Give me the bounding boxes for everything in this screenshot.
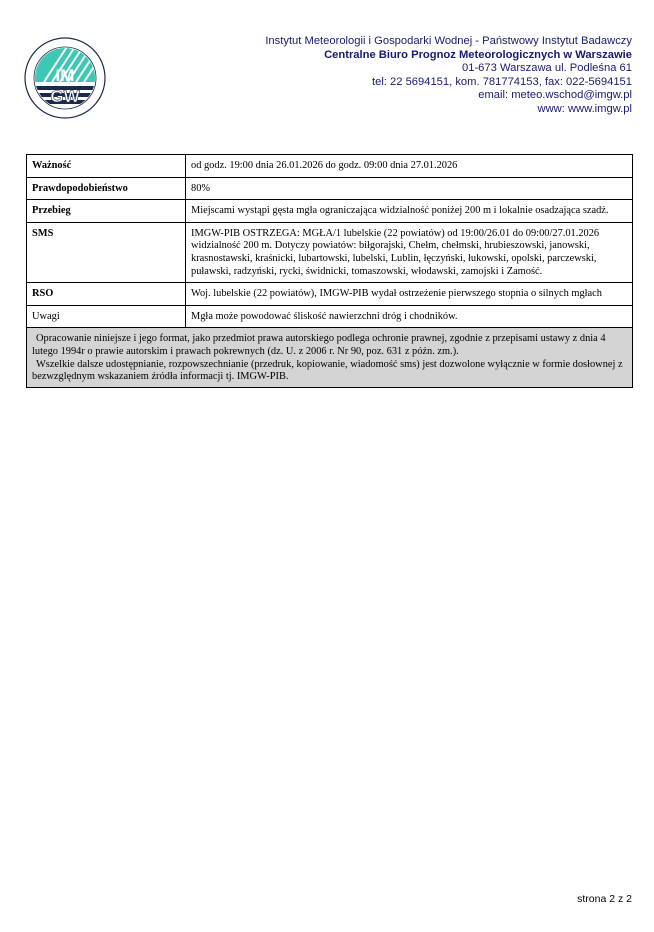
table-row (27, 200, 633, 223)
table-row (27, 283, 633, 306)
phone: tel: 22 5694151, kom. 781774153, fax: 022-5694151 (371, 75, 632, 88)
warning-table (26, 154, 633, 388)
row-label: RSO (27, 283, 186, 306)
table-row (27, 305, 633, 328)
copyright-notice (27, 328, 633, 387)
copyright-paragraph: Wszelkie dalsze udostępnianie, rozpowszechnianie (przedruk, kopiowanie, wiadomość sms) jest dozwolone wyłącznie w formie dosłownej z bezwzględnym wskazaniem źródła informacji tj. IMGW-PIB. (32, 358, 623, 383)
svg-text:IM: IM (55, 66, 75, 85)
row-value: Mgła może powodować śliskość nawierzchni dróg i chodników. (186, 305, 633, 328)
table-row (27, 222, 633, 282)
row-label: Ważność (27, 155, 186, 178)
institute-name: Instytut Meteorologii i Gospodarki Wodnej - Państwowy Instytut Badawczy (265, 35, 632, 47)
imgw-logo (24, 36, 106, 120)
bureau-name: Centralne Biuro Prognoz Meteorologicznych w Warszawie (324, 48, 632, 61)
row-value: 80% (186, 177, 633, 200)
svg-text:GW: GW (50, 87, 80, 106)
row-label: SMS (27, 222, 186, 282)
page-number: strona 2 z 2 (577, 893, 632, 905)
row-value: Woj. lubelskie (22 powiatów), IMGW-PIB wydał ostrzeżenie pierwszego stopnia o silnych mgłach (186, 283, 633, 306)
row-label: Uwagi (27, 305, 186, 328)
row-value: IMGW-PIB OSTRZEGA: MGŁA/1 lubelskie (22 powiatów) od 19:00/26.01 do 09:00/27.01.2026 widzialność 200 m. Dotyczy powiatów: biłgorajski, Chełm, chełmski, hrubieszowski, janowski, krasnostawski, kraśnicki, lubartowski, lubelski, Lublin, łęczyński, łukowski, opolski, parczewski, puławski, radzyński, rycki, świdnicki, tomaszowski, włodawski, zamojski i Zamość. (186, 222, 633, 282)
address: 01-673 Warszawa ul. Podleśna 61 (462, 62, 632, 75)
row-label: Prawdopodobieństwo (27, 177, 186, 200)
website-link[interactable]: www: www.imgw.pl (537, 102, 632, 115)
row-label: Przebieg (27, 200, 186, 223)
table-row (27, 155, 633, 178)
copyright-paragraph: Opracowanie niniejsze i jego format, jako przedmiot prawa autorskiego podlega ochronie prawnej, zgodnie z przepisami ustawy z dnia 4 lutego 1994r o prawie autorskim i prawach pokrewnych (dz. U. z 2006 r. Nr 90, poz. 631 z późn. zm.). (32, 333, 606, 357)
row-value: od godz. 19:00 dnia 26.01.2026 do godz. 09:00 dnia 27.01.2026 (186, 155, 633, 178)
table-row (27, 177, 633, 200)
institution-header (265, 35, 632, 117)
row-value: Miejscami wystąpi gęsta mgła ograniczająca widzialność poniżej 200 m i lokalnie osadzająca szadź. (186, 200, 633, 223)
email-link[interactable]: email: meteo.wschod@imgw.pl (478, 89, 632, 102)
copyright-row (27, 328, 633, 387)
